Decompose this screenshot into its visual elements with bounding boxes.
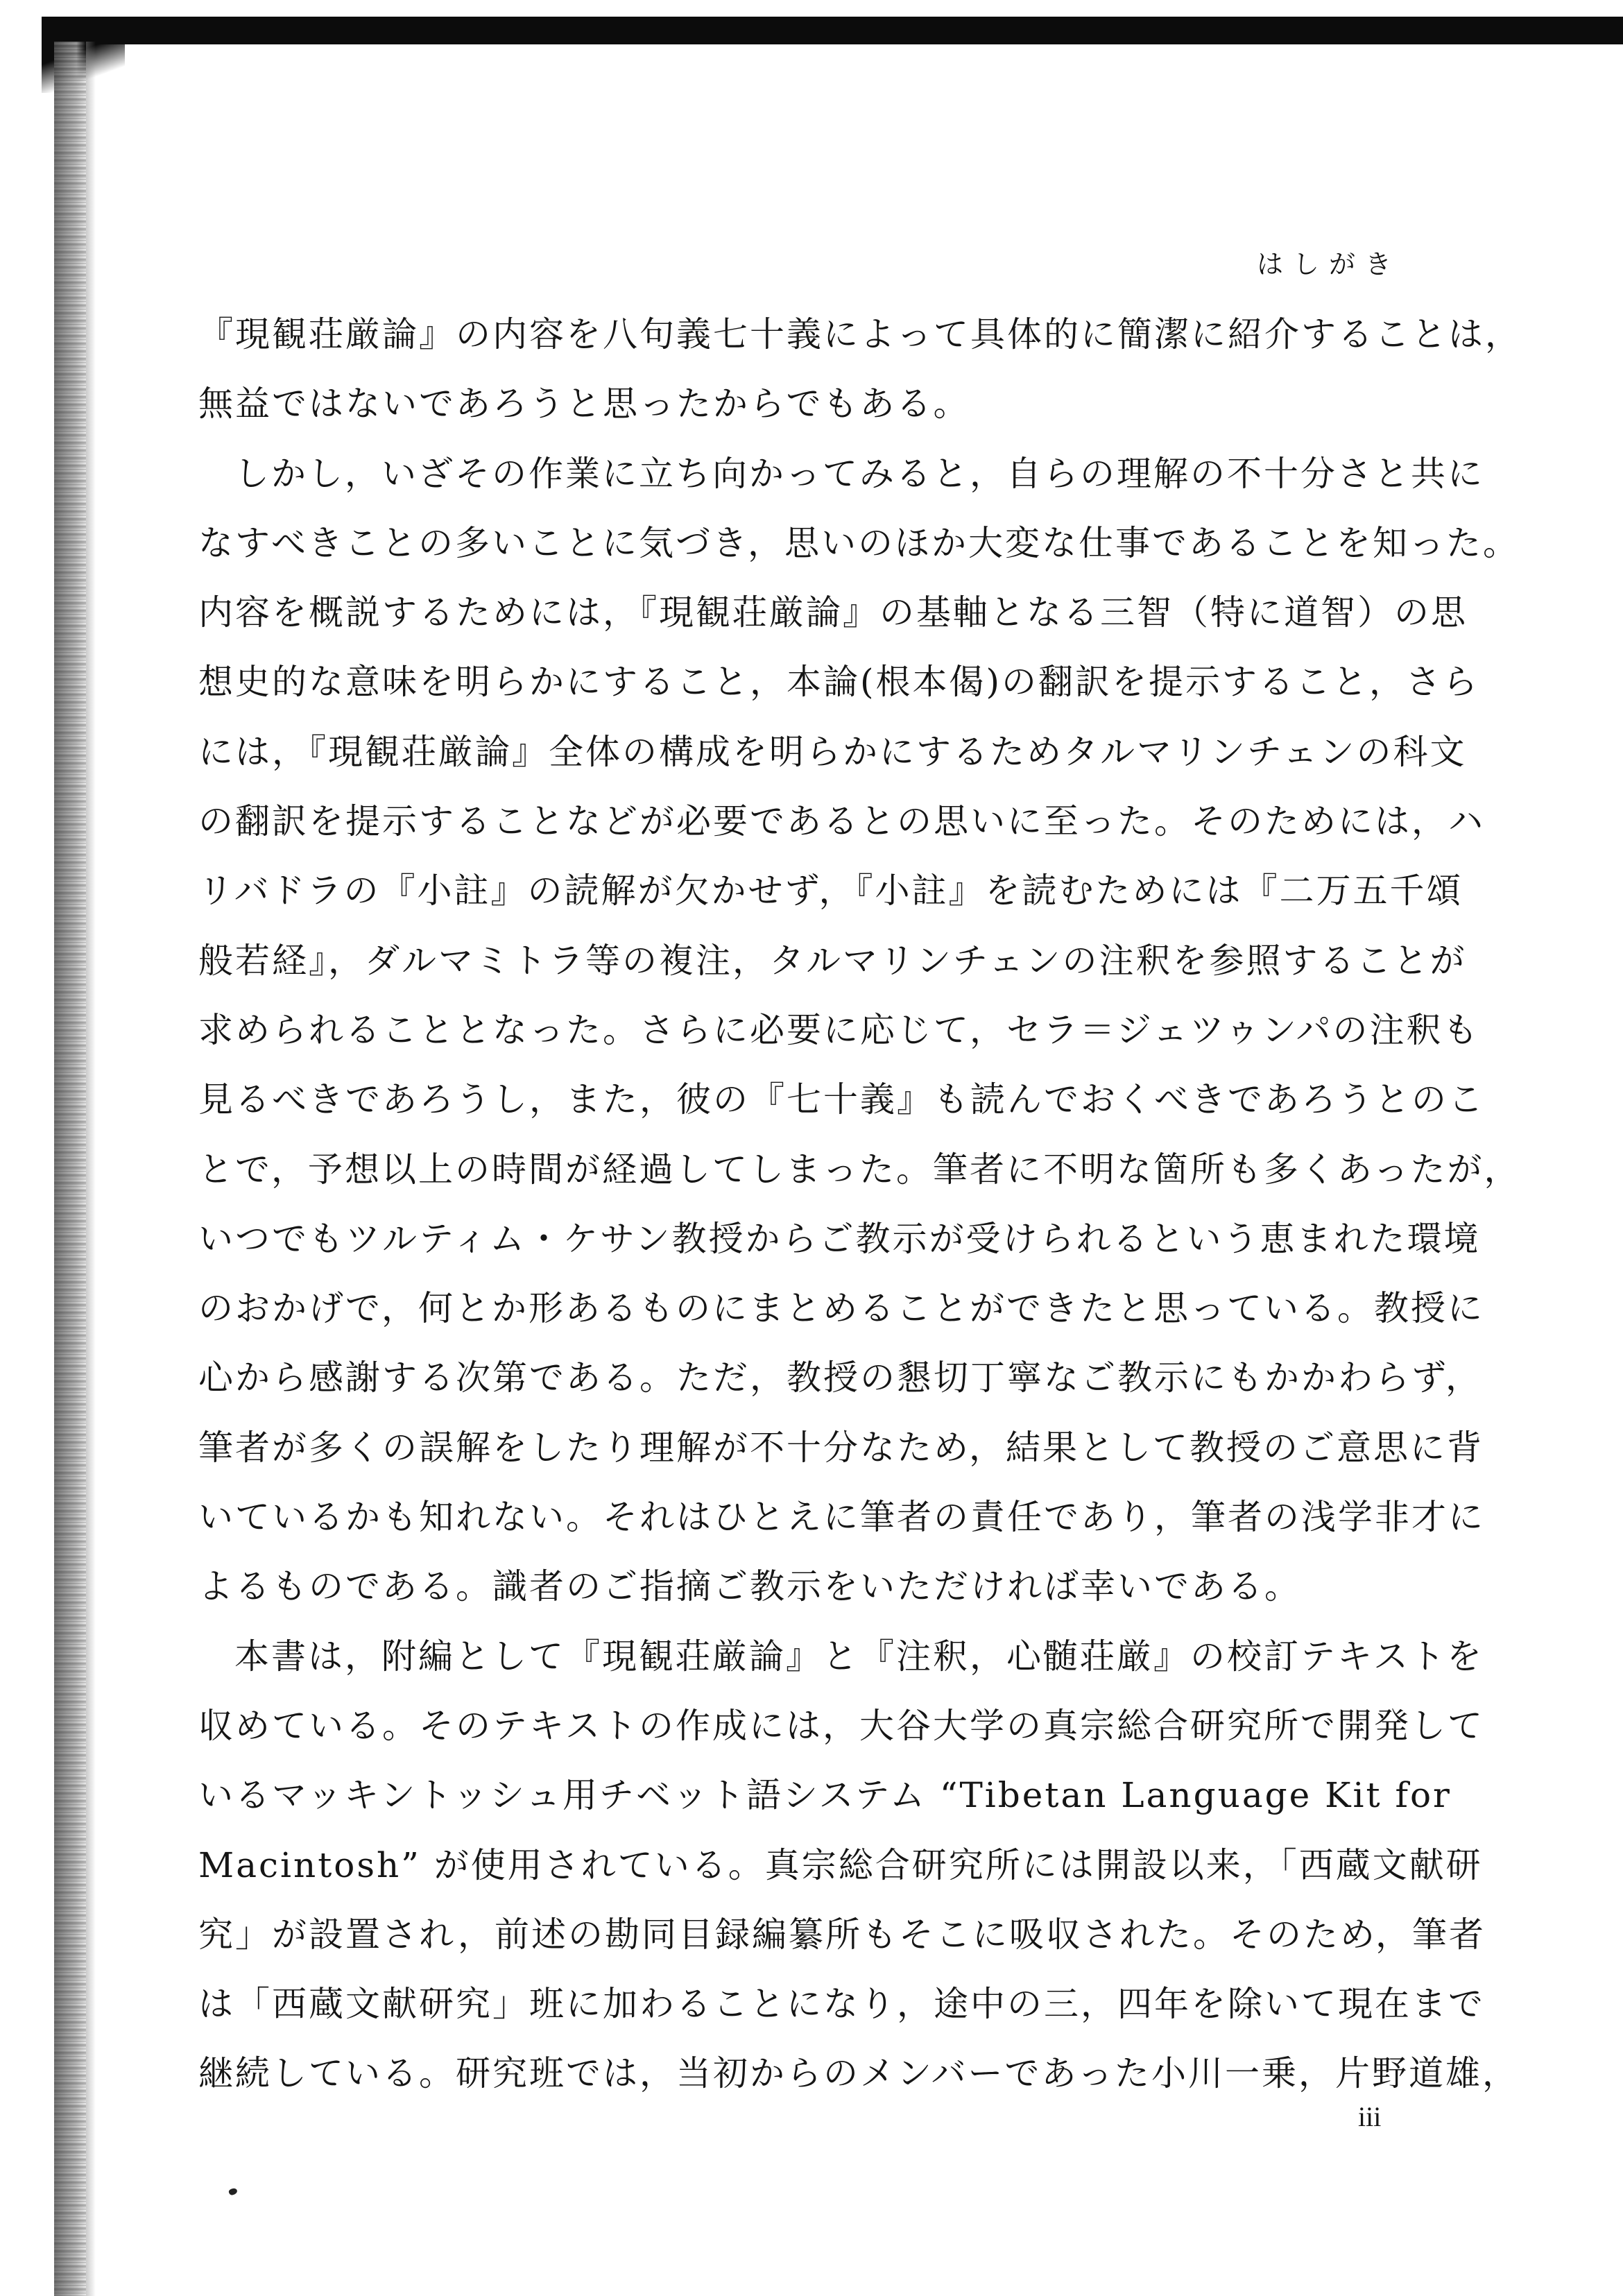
text-line: 般若経』，ダルマミトラ等の複注，タルマリンチェンの注釈を参照することが xyxy=(198,940,1467,981)
text-line: 内容を概説するためには，『現観荘厳論』の基軸となる三智（特に道智）の思 xyxy=(198,592,1468,633)
page-number: iii xyxy=(1358,2101,1382,2132)
text-line: とで，予想以上の時間が経過してしまった。筆者に不明な箇所も多くあったが， xyxy=(198,1149,1521,1190)
text-line: 本書は，附編として『現観荘厳論』と『注釈，心髄荘厳』の校訂テキストを xyxy=(234,1636,1484,1677)
scan-top-edge xyxy=(42,17,1623,44)
text-line: よるものである。識者のご指摘ご教示をいただければ幸いである。 xyxy=(198,1566,1301,1607)
scan-binding-shadow xyxy=(86,42,96,2296)
text-line: いるマッキントッシュ用チベット語システム “Tibetan Language Kit for xyxy=(198,1775,1452,1816)
text-line: 無益ではないであろうと思ったからでもある。 xyxy=(198,384,970,425)
text-line: 筆者が多くの誤解をしたり理解が不十分なため，結果として教授のご意思に背 xyxy=(198,1427,1484,1468)
text-line: には，『現観荘厳論』全体の構成を明らかにするためタルマリンチェンの科文 xyxy=(198,731,1467,772)
running-head: はしがき xyxy=(1256,249,1401,280)
text-line: の翻訳を提示することなどが必要であるとの思いに至った。そのためには，ハ xyxy=(198,801,1485,842)
text-line: いつでもツルティム・ケサン教授からご教示が受けられるという恵まれた環境 xyxy=(198,1218,1481,1259)
text-line: 心から感謝する次第である。ただ，教授の懇切丁寧なご教示にもかかわらず， xyxy=(198,1357,1482,1398)
text-line: しかし，いざその作業に立ち向かってみると，自らの理解の不十分さと共に xyxy=(234,453,1484,494)
text-line: は「西蔵文献研究」班に加わることになり，途中の三，四年を除いて現在まで xyxy=(198,1984,1485,2025)
text-line: 継続している。研究班では，当初からのメンバーであった小川一乗，片野道雄， xyxy=(198,2053,1519,2094)
text-line: なすべきことの多いことに気づき，思いのほか大変な仕事であることを知った。 xyxy=(198,522,1520,563)
text-line: 想史的な意味を明らかにすること，本論(根本偈)の翻訳を提示すること，さら xyxy=(198,662,1480,703)
scan-speck xyxy=(228,2187,239,2196)
text-line: 求められることとなった。さらに必要に応じて，セラ＝ジェツゥンパの注釈も xyxy=(198,1009,1480,1050)
text-line: 『現観荘厳論』の内容を八句義七十義によって具体的に簡潔に紹介することは， xyxy=(198,314,1522,354)
text-line: リバドラの『小註』の読解が欠かせず，『小註』を読むためには『二万五千頌 xyxy=(198,871,1463,911)
text-line: 見るべきであろうし，また，彼の『七十義』も読んでおくべきであろうとのこ xyxy=(198,1079,1485,1120)
body-text xyxy=(198,300,1522,2109)
text-line: のおかげで，何とか形あるものにまとめることができたと思っている。教授に xyxy=(198,1288,1484,1329)
text-line: 究」が設置され，前述の勘同目録編纂所もそこに吸収された。そのため，筆者 xyxy=(198,1914,1486,1955)
scan-binding-edge xyxy=(54,42,86,2296)
text-line: 収めている。そのテキストの作成には，大谷大学の真宗総合研究所で開発して xyxy=(198,1705,1484,1746)
text-line: いているかも知れない。それはひとえに筆者の責任であり，筆者の浅学非才に xyxy=(198,1497,1485,1538)
text-line: Macintosh” が使用されている。真宗総合研究所には開設以来，「西蔵文献研 xyxy=(198,1844,1483,1885)
